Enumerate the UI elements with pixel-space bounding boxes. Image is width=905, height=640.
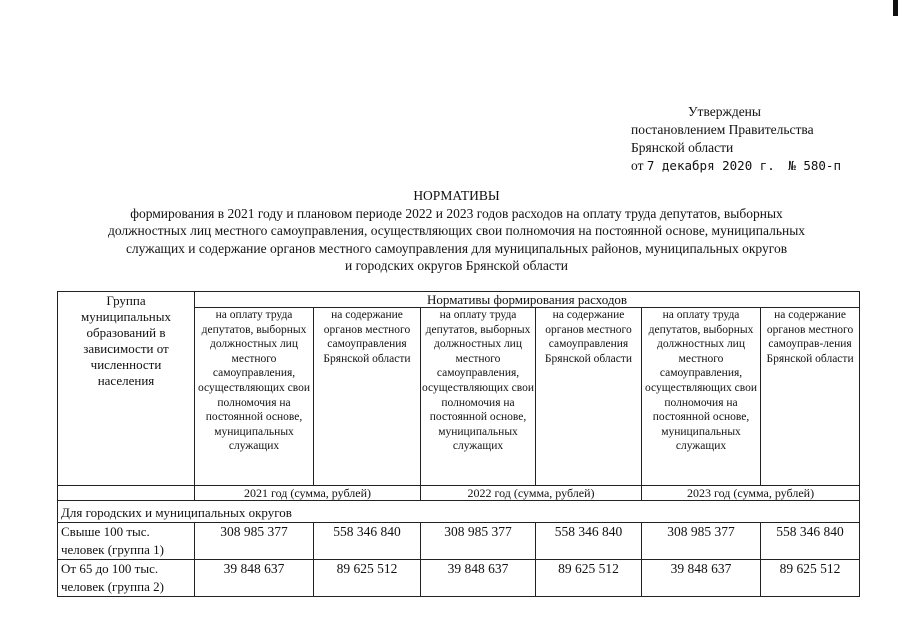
approval-line-3: Брянской области: [631, 140, 734, 155]
title-line-1: формирования в 2021 году и плановом периоде 2022 и 2023 годов расходов на оплату труда депутатов, выборных: [130, 205, 783, 221]
approval-line-2: постановлением Правительства: [631, 122, 814, 137]
title-heading: НОРМАТИВЫ: [413, 188, 500, 203]
sub-header-3: на оплату труда депутатов, выборных должностных лиц местного самоуправления, осуществляющих свои полномочия на постоянной основе, муниципальных служащих: [421, 308, 536, 486]
title-line-4: и городских округов Брянской области: [344, 258, 569, 273]
row-1-value-6: 558 346 840: [761, 523, 860, 560]
sub-header-6: на содержание органов местного самоуправ-ления Брянской области: [761, 308, 860, 486]
title-line-3: служащих и содержание органов местного самоуправления для муниципальных районов, муниципальных округов: [125, 240, 788, 256]
row-2-label: От 65 до 100 тыс. человек (группа 2): [58, 560, 195, 597]
year-row-blank: [58, 486, 195, 501]
row-1-value-1: 308 985 377: [195, 523, 314, 560]
sub-header-2: на содержание органов местного самоуправления Брянской области: [314, 308, 421, 486]
approval-line-1: Утверждены: [688, 104, 761, 119]
title-line-2: должностных лиц местного самоуправления, осуществляющих свои полномочия на постоянной основе, муниципальных: [107, 223, 806, 238]
row-2-value-5: 39 848 637: [642, 560, 761, 597]
year-2023: 2023 год (сумма, рублей): [642, 486, 860, 501]
group-header: Группа муниципальных образований в зависимости от численности населения: [58, 292, 195, 486]
date-prefix: от: [631, 158, 644, 173]
row-2-value-3: 39 848 637: [421, 560, 536, 597]
approval-block: [631, 103, 891, 175]
row-1-value-5: 308 985 377: [642, 523, 761, 560]
sub-header-4: на содержание органов местного самоуправления Брянской области: [536, 308, 642, 486]
corner-mark: [893, 0, 898, 16]
approval-date-line: [631, 157, 891, 175]
row-2-value-2: 89 625 512: [314, 560, 421, 597]
row-2-value-6: 89 625 512: [761, 560, 860, 597]
row-2-value-1: 39 848 637: [195, 560, 314, 597]
date-value: 7 декабря 2020 г.: [646, 158, 775, 173]
row-1-value-2: 558 346 840: [314, 523, 421, 560]
sub-header-1: на оплату труда депутатов, выборных должностных лиц местного самоуправления, осуществляющих свои полномочия на постоянной основе, муниципальных служащих: [195, 308, 314, 486]
row-2-value-4: 89 625 512: [536, 560, 642, 597]
section-title: Для городских и муниципальных округов: [58, 501, 860, 523]
row-1-value-4: 558 346 840: [536, 523, 642, 560]
sub-header-5: на оплату труда депутатов, выборных должностных лиц местного самоуправления, осуществляющих свои полномочия на постоянной основе, муниципальных служащих: [642, 308, 761, 486]
norms-header: Нормативы формирования расходов: [195, 292, 860, 308]
norms-table: [57, 291, 860, 597]
document-title: [60, 187, 853, 275]
row-1-value-3: 308 985 377: [421, 523, 536, 560]
decree-number: № 580-п: [788, 158, 841, 173]
year-2022: 2022 год (сумма, рублей): [421, 486, 642, 501]
year-2021: 2021 год (сумма, рублей): [195, 486, 421, 501]
row-1-label: Свыше 100 тыс. человек (группа 1): [58, 523, 195, 560]
